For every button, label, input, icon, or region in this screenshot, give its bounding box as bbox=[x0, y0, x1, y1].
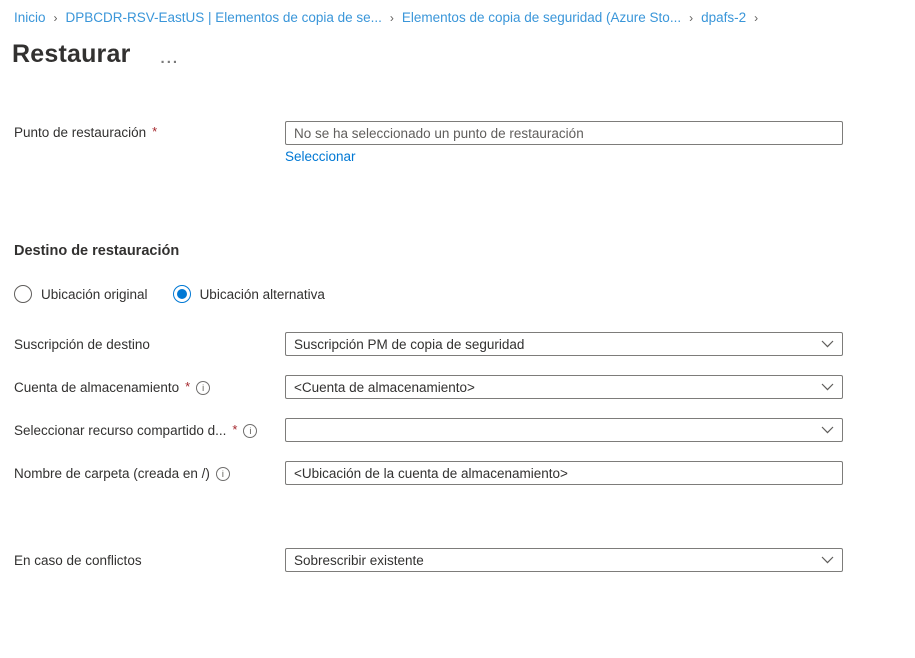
radio-alternative-location-label: Ubicación alternativa bbox=[199, 286, 325, 302]
breadcrumb-item-backup-items[interactable]: Elementos de copia de seguridad (Azure Sto... bbox=[401, 10, 682, 25]
restore-point-input[interactable] bbox=[286, 122, 842, 144]
breadcrumb-separator: › bbox=[689, 10, 694, 25]
conflicts-label bbox=[14, 553, 142, 568]
breadcrumb-item-dpafs-2[interactable]: dpafs-2 bbox=[701, 10, 747, 25]
storage-account-label bbox=[14, 380, 210, 395]
subscription-label-text: Suscripción de destino bbox=[14, 337, 150, 352]
restore-point-label-text: Punto de restauración bbox=[14, 125, 147, 140]
chevron-down-icon bbox=[821, 340, 834, 348]
folder-name-label bbox=[14, 466, 230, 481]
info-icon[interactable]: i bbox=[216, 467, 230, 481]
select-restore-point-link[interactable]: Seleccionar bbox=[285, 149, 356, 164]
radio-dot bbox=[177, 289, 187, 299]
radio-selected-icon bbox=[173, 285, 191, 303]
restore-point-label bbox=[14, 125, 157, 140]
breadcrumb-item-inicio[interactable]: Inicio bbox=[14, 10, 46, 25]
restore-point-field bbox=[285, 121, 843, 145]
info-icon[interactable]: i bbox=[196, 381, 210, 395]
storage-account-label-text: Cuenta de almacenamiento bbox=[14, 380, 180, 395]
folder-name-field bbox=[285, 461, 843, 485]
subscription-label bbox=[14, 337, 150, 352]
folder-name-label-text: Nombre de carpeta (creada en /) bbox=[14, 466, 210, 481]
required-marker: * bbox=[152, 124, 158, 139]
breadcrumb-separator: › bbox=[754, 10, 759, 25]
radio-original-location[interactable] bbox=[14, 285, 148, 303]
radio-dot bbox=[18, 289, 28, 299]
breadcrumb-separator: › bbox=[389, 10, 394, 25]
breadcrumb-item-vault[interactable]: DPBCDR-RSV-EastUS | Elementos de copia de se... bbox=[65, 10, 382, 25]
file-share-label bbox=[14, 423, 257, 438]
chevron-down-icon bbox=[821, 556, 834, 564]
storage-account-value: <Cuenta de almacenamiento> bbox=[294, 379, 475, 395]
info-icon[interactable]: i bbox=[243, 424, 257, 438]
chevron-down-icon bbox=[821, 426, 834, 434]
radio-unselected-icon bbox=[14, 285, 32, 303]
breadcrumb bbox=[14, 10, 766, 25]
radio-alternative-location[interactable] bbox=[173, 285, 325, 303]
subscription-value: Suscripción PM de copia de seguridad bbox=[294, 336, 525, 352]
radio-original-location-label: Ubicación original bbox=[41, 286, 148, 302]
conflicts-value: Sobrescribir existente bbox=[294, 552, 424, 568]
conflicts-dropdown[interactable] bbox=[285, 548, 843, 572]
restore-destination-heading: Destino de restauración bbox=[14, 243, 180, 259]
title-row bbox=[12, 40, 179, 69]
page-title: Restaurar bbox=[12, 40, 131, 68]
required-marker: * bbox=[185, 379, 191, 394]
chevron-down-icon bbox=[821, 383, 834, 391]
storage-account-dropdown[interactable] bbox=[285, 375, 843, 399]
location-radio-group bbox=[14, 285, 325, 303]
conflicts-label-text: En caso de conflictos bbox=[14, 553, 142, 568]
more-menu-icon[interactable]: ... bbox=[161, 42, 180, 67]
subscription-dropdown[interactable] bbox=[285, 332, 843, 356]
required-marker: * bbox=[232, 422, 238, 437]
file-share-dropdown[interactable] bbox=[285, 418, 843, 442]
breadcrumb-separator: › bbox=[53, 10, 58, 25]
file-share-label-text: Seleccionar recurso compartido d... bbox=[14, 423, 227, 438]
folder-name-input[interactable] bbox=[286, 462, 842, 484]
